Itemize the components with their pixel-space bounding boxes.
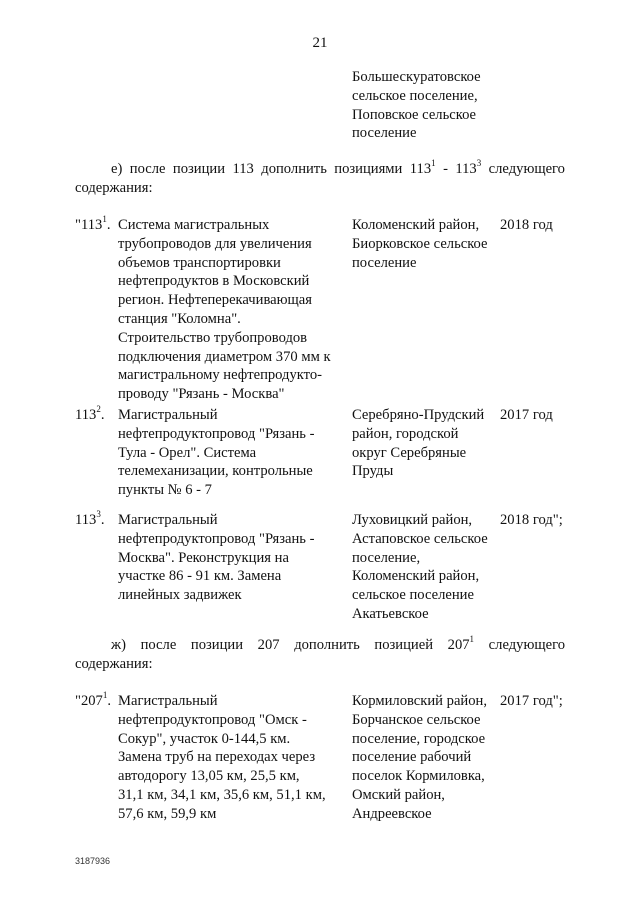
carryover-line: поселение	[352, 125, 417, 142]
desc-line: трубопроводов для увеличения	[118, 235, 312, 252]
desc-line: проводу "Рязань - Москва"	[118, 386, 285, 403]
place-line: район, городской	[352, 425, 459, 442]
place-line: Луховицкий район,	[352, 512, 473, 528]
place-line: сельское поселение	[352, 587, 474, 604]
paragraph-zh-sup: 1	[469, 634, 475, 645]
desc-line: станция "Коломна".	[118, 310, 241, 327]
paragraph-zh-tail: следующего содержания:	[75, 637, 565, 672]
paragraph-e-dash: - 113	[435, 161, 477, 177]
carryover-place	[352, 68, 552, 143]
desc-line: магистральному нефтепродукто-	[118, 367, 323, 384]
desc-line: Магистральный	[118, 407, 218, 423]
carryover-line: Поповское сельское	[352, 106, 477, 123]
entry-number	[75, 692, 111, 711]
place-line: поселение, городское	[352, 730, 486, 747]
desc-line: Строительство трубопроводов	[118, 329, 308, 346]
desc-line: линейных задвижек	[118, 587, 242, 604]
place-line: поселение рабочий	[352, 749, 472, 766]
desc-line: нефтепродуктопровод "Омск -	[118, 711, 307, 728]
carryover-line: Большескуратовское	[352, 69, 481, 85]
entry-year: 2017 год	[500, 407, 553, 423]
entry-number-suffix: .	[100, 407, 105, 423]
entry-description	[118, 406, 346, 500]
desc-line: Магистральный	[118, 512, 218, 528]
place-line: Акатьевское	[352, 605, 429, 622]
entry-location	[352, 216, 494, 272]
desc-line: 57,6 км, 59,9 км	[118, 805, 217, 822]
entry-number-sup: 1	[102, 214, 107, 225]
desc-line: Москва". Реконструкция на	[118, 549, 289, 566]
entry-number-sup: 2	[96, 404, 101, 415]
desc-line: автодорогу 13,05 км, 25,5 км,	[118, 768, 300, 785]
desc-line: подключения диаметром 370 мм к	[118, 348, 331, 365]
desc-line: пункты № 6 - 7	[118, 482, 212, 499]
place-line: Кормиловский район,	[352, 693, 487, 709]
entry-number-sup: 1	[102, 690, 108, 701]
desc-line: Система магистральных	[118, 217, 270, 233]
paragraph-e	[75, 160, 565, 198]
entry-number-prefix: 113	[75, 407, 97, 423]
desc-line: регион. Нефтеперекачивающая	[118, 292, 312, 309]
desc-line: Замена труб на переходах через	[118, 749, 316, 766]
paragraph-zh-text: ж) после позиции 207 дополнить позицией 207	[111, 637, 470, 653]
desc-line: Тула - Орел". Система	[118, 444, 257, 461]
place-line: Коломенский район,	[352, 217, 480, 233]
desc-line: нефтепродуктопровод "Рязань -	[118, 425, 315, 442]
entry-location	[352, 406, 494, 481]
desc-line: объемов транспортировки	[118, 254, 281, 271]
paragraph-e-tail: следующего содержания:	[75, 161, 565, 196]
desc-line: участке 86 - 91 км. Замена	[118, 568, 282, 585]
entry-location	[352, 511, 494, 624]
paragraph-e-sup1: 1	[431, 158, 436, 169]
entry-number-prefix: "207	[75, 693, 103, 709]
desc-line: Магистральный	[118, 693, 218, 709]
entry-number	[75, 511, 105, 530]
entry-year: 2018 год	[500, 217, 553, 233]
place-line: Биорковское сельское	[352, 235, 488, 252]
entry-number-sup: 3	[96, 509, 101, 520]
entry-number-suffix: .	[107, 693, 112, 709]
entry-location	[352, 692, 494, 824]
entry-description	[118, 511, 346, 605]
place-line: Серебряно-Прудский	[352, 407, 485, 423]
place-line: Пруды	[352, 463, 394, 480]
entry-number	[75, 406, 105, 425]
paragraph-e-sup2: 3	[476, 158, 482, 169]
desc-line: телемеханизации, контрольные	[118, 463, 313, 480]
place-line: Астаповское сельское	[352, 530, 488, 547]
place-line: поселок Кормиловка,	[352, 768, 485, 785]
desc-line: нефтепродуктов в Московский	[118, 273, 310, 290]
entry-number-suffix: .	[106, 217, 111, 233]
document-code: 3187936	[75, 856, 111, 866]
paragraph-zh	[75, 636, 565, 674]
entry-number-prefix: 113	[75, 512, 97, 528]
desc-line: Сокур", участок 0-144,5 км.	[118, 730, 291, 747]
entry-number-prefix: "113	[75, 217, 103, 233]
place-line: округ Серебряные	[352, 444, 467, 461]
place-line: Андреевское	[352, 805, 432, 822]
entry-year: 2017 год";	[500, 693, 563, 709]
entry-description	[118, 692, 346, 824]
desc-line: нефтепродуктопровод "Рязань -	[118, 530, 315, 547]
place-line: поселение	[352, 254, 417, 271]
place-line: Коломенский район,	[352, 568, 480, 585]
page-number: 21	[312, 35, 328, 51]
desc-line: 31,1 км, 34,1 км, 35,6 км, 51,1 км,	[118, 786, 326, 803]
carryover-line: сельское поселение,	[352, 87, 478, 104]
entry-year: 2018 год";	[500, 512, 563, 528]
entry-description	[118, 216, 346, 404]
entry-number-suffix: .	[100, 512, 105, 528]
place-line: Омский район,	[352, 786, 445, 803]
place-line: Борчанское сельское	[352, 711, 481, 728]
place-line: поселение,	[352, 549, 421, 566]
paragraph-e-text: е) после позиции 113 дополнить позициями 113	[111, 161, 432, 177]
entry-number	[75, 216, 110, 235]
